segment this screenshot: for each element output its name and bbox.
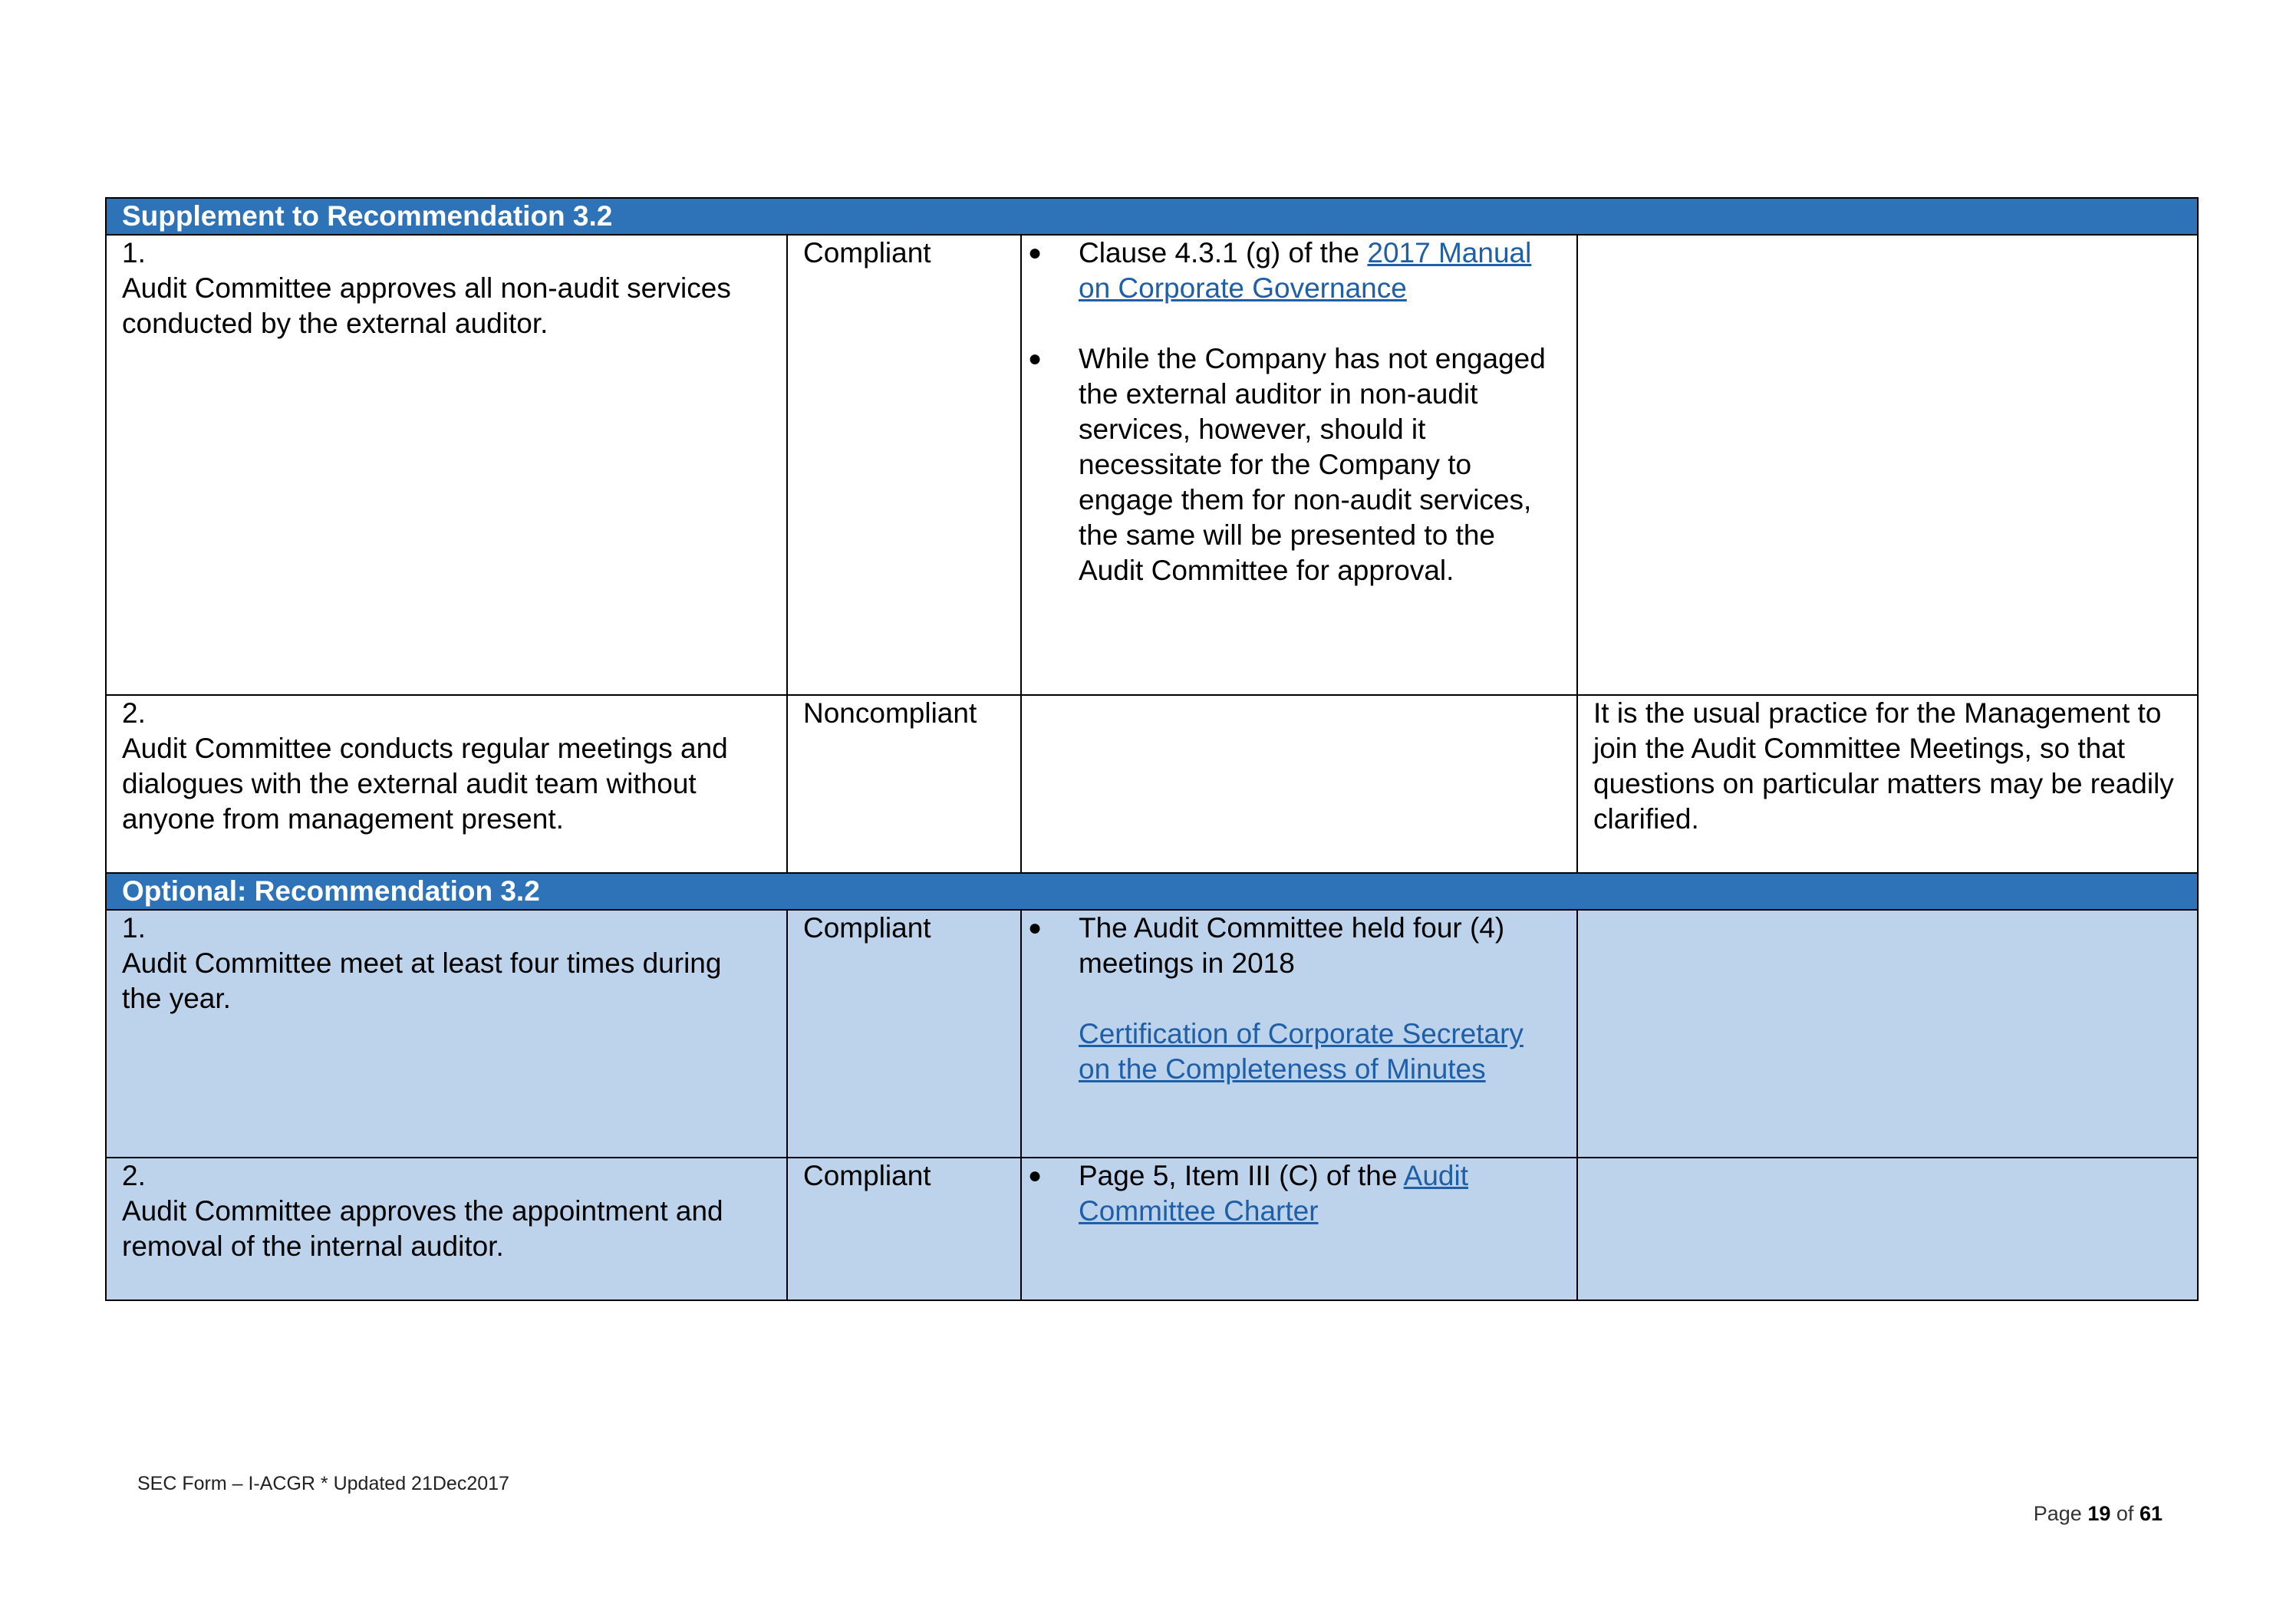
footer-form-label: SEC Form – I-ACGR * Updated 21Dec2017 bbox=[137, 1473, 509, 1494]
evidence-cell bbox=[1021, 235, 1577, 695]
section-title: Optional: Recommendation 3.2 bbox=[106, 873, 2198, 910]
evidence-item bbox=[1022, 341, 1561, 588]
explanation-cell bbox=[1577, 910, 2198, 1158]
bullet-icon: ● bbox=[1028, 346, 1043, 371]
compliance-status: Compliant bbox=[787, 1158, 1021, 1300]
section-header-row bbox=[106, 873, 2198, 910]
table-row bbox=[106, 235, 2198, 695]
table-row bbox=[106, 910, 2198, 1158]
audit-committee-charter-link[interactable]: Audit Committee Charter bbox=[1079, 1160, 1468, 1227]
compliance-status: Compliant bbox=[787, 910, 1021, 1158]
compliance-status: Compliant bbox=[787, 235, 1021, 695]
requirement-text: Audit Committee approves the appointment and removal of the internal auditor. bbox=[122, 1195, 723, 1262]
evidence-text: Page 5, Item III (C) of the bbox=[1079, 1160, 1404, 1191]
explanation-cell bbox=[1577, 235, 2198, 695]
bullet-icon: ● bbox=[1028, 240, 1043, 265]
evidence-cell bbox=[1021, 695, 1577, 873]
item-number: 2. bbox=[122, 697, 146, 729]
requirement-text: Audit Committee meet at least four times during the year. bbox=[122, 947, 722, 1014]
recommendation-table bbox=[105, 197, 2199, 1301]
section-title: Supplement to Recommendation 3.2 bbox=[106, 198, 2198, 235]
bullet-icon: ● bbox=[1028, 915, 1043, 940]
explanation-cell: It is the usual practice for the Management to join the Audit Committee Meetings, so that questions on particular matters may be readily clarified. bbox=[1577, 695, 2198, 873]
page-number bbox=[2034, 1502, 2163, 1526]
evidence-text: The Audit Committee held four (4) meetings in 2018 bbox=[1079, 912, 1505, 979]
manual-corporate-governance-link[interactable]: 2017 Manual on Corporate Governance bbox=[1079, 237, 1532, 304]
item-number: 1. bbox=[122, 237, 146, 268]
bullet-icon: ● bbox=[1028, 1163, 1043, 1188]
evidence-cell bbox=[1021, 1158, 1577, 1300]
page-word: Page bbox=[2033, 1502, 2082, 1525]
requirement-text: Audit Committee conducts regular meetings and dialogues with the external audit team without anyone from management present. bbox=[122, 733, 728, 835]
requirement-text: Audit Committee approves all non-audit services conducted by the external auditor. bbox=[122, 272, 731, 339]
evidence-cell bbox=[1021, 910, 1577, 1158]
compliance-status: Noncompliant bbox=[787, 695, 1021, 873]
requirement-cell bbox=[106, 695, 787, 873]
evidence-item bbox=[1022, 1158, 1561, 1229]
item-number: 2. bbox=[122, 1160, 146, 1191]
evidence-text: Clause 4.3.1 (g) of the bbox=[1079, 237, 1368, 268]
requirement-cell bbox=[106, 910, 787, 1158]
page-total: 61 bbox=[2139, 1502, 2163, 1525]
table-row bbox=[106, 1158, 2198, 1300]
page-of: of bbox=[2116, 1502, 2134, 1525]
section-header-row bbox=[106, 198, 2198, 235]
evidence-text: While the Company has not engaged the external auditor in non-audit services, however, should it necessitate for the Company to engage them for non-audit services, the same will be presented to the Audit Committee for approval. bbox=[1079, 343, 1546, 586]
item-number: 1. bbox=[122, 912, 146, 944]
explanation-cell bbox=[1577, 1158, 2198, 1300]
page-current: 19 bbox=[2087, 1502, 2111, 1525]
requirement-cell bbox=[106, 235, 787, 695]
requirement-cell bbox=[106, 1158, 787, 1300]
evidence-item bbox=[1022, 236, 1561, 306]
table-row bbox=[106, 695, 2198, 873]
evidence-item bbox=[1022, 911, 1561, 981]
certification-corporate-secretary-link[interactable]: Certification of Corporate Secretary on the Completeness of Minutes bbox=[1079, 1018, 1524, 1085]
